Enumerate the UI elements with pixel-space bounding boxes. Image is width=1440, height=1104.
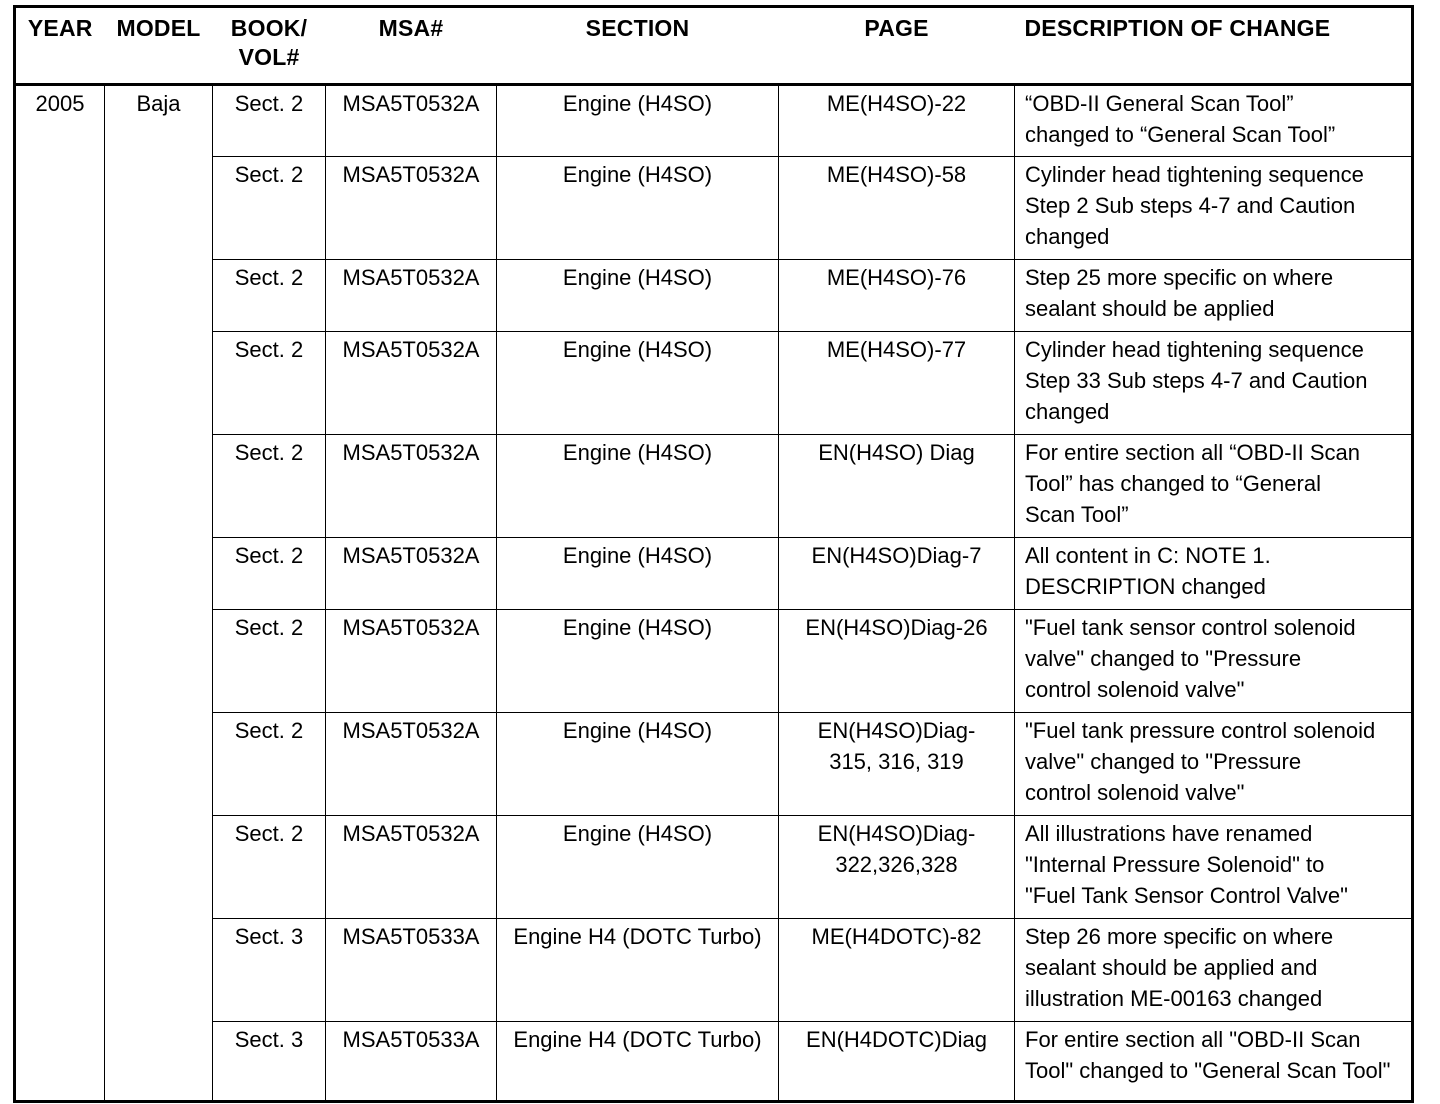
- page-cell: ME(H4SO)-22: [779, 85, 1015, 157]
- section-cell: Engine (H4SO): [497, 435, 779, 538]
- table-row: [15, 435, 1413, 538]
- msa-cell: MSA5T0532A: [326, 332, 497, 435]
- description-cell: Cylinder head tightening sequence Step 33 Sub steps 4-7 and Caution changed: [1015, 332, 1413, 435]
- table-row: [15, 816, 1413, 919]
- description-cell: Cylinder head tightening sequence Step 2 Sub steps 4-7 and Caution changed: [1015, 157, 1413, 260]
- table-row: [15, 1022, 1413, 1102]
- book-cell: Sect. 2: [213, 610, 326, 713]
- book-cell: Sect. 2: [213, 538, 326, 610]
- table-row: [15, 919, 1413, 1022]
- page-cell: EN(H4SO)Diag- 322,326,328: [779, 816, 1015, 919]
- page-cell: ME(H4SO)-58: [779, 157, 1015, 260]
- section-cell: Engine (H4SO): [497, 816, 779, 919]
- change-table: [13, 5, 1414, 1103]
- msa-cell: MSA5T0532A: [326, 157, 497, 260]
- page-cell: EN(H4SO)Diag-7: [779, 538, 1015, 610]
- description-cell: "Fuel tank sensor control solenoid valve" changed to "Pressure control solenoid valve": [1015, 610, 1413, 713]
- book-cell: Sect. 2: [213, 85, 326, 157]
- description-cell: “OBD-II General Scan Tool” changed to “General Scan Tool”: [1015, 85, 1413, 157]
- header-row: [15, 7, 1413, 85]
- table-row: [15, 713, 1413, 816]
- section-cell: Engine (H4SO): [497, 538, 779, 610]
- section-cell: Engine (H4SO): [497, 713, 779, 816]
- msa-cell: MSA5T0532A: [326, 260, 497, 332]
- section-cell: Engine (H4SO): [497, 610, 779, 713]
- table-row: [15, 260, 1413, 332]
- msa-cell: MSA5T0532A: [326, 538, 497, 610]
- section-cell: Engine H4 (DOTC Turbo): [497, 919, 779, 1022]
- book-cell: Sect. 3: [213, 1022, 326, 1102]
- header-page: PAGE: [779, 7, 1015, 85]
- page-cell: EN(H4SO)Diag- 315, 316, 319: [779, 713, 1015, 816]
- table-row: [15, 332, 1413, 435]
- section-cell: Engine (H4SO): [497, 260, 779, 332]
- msa-cell: MSA5T0532A: [326, 435, 497, 538]
- table-row: [15, 85, 1413, 157]
- book-cell: Sect. 2: [213, 713, 326, 816]
- book-cell: Sect. 2: [213, 816, 326, 919]
- book-cell: Sect. 2: [213, 435, 326, 538]
- msa-cell: MSA5T0532A: [326, 610, 497, 713]
- description-cell: For entire section all "OBD-II Scan Tool" changed to "General Scan Tool": [1015, 1022, 1413, 1102]
- page-cell: EN(H4SO)Diag-26: [779, 610, 1015, 713]
- section-cell: Engine (H4SO): [497, 85, 779, 157]
- description-cell: For entire section all “OBD-II Scan Tool” has changed to “General Scan Tool”: [1015, 435, 1413, 538]
- page-cell: ME(H4SO)-76: [779, 260, 1015, 332]
- msa-cell: MSA5T0533A: [326, 919, 497, 1022]
- description-cell: All content in C: NOTE 1. DESCRIPTION changed: [1015, 538, 1413, 610]
- book-cell: Sect. 2: [213, 157, 326, 260]
- description-cell: "Fuel tank pressure control solenoid valve" changed to "Pressure control solenoid valve": [1015, 713, 1413, 816]
- book-cell: Sect. 2: [213, 260, 326, 332]
- header-section: SECTION: [497, 7, 779, 85]
- msa-cell: MSA5T0533A: [326, 1022, 497, 1102]
- msa-cell: MSA5T0532A: [326, 85, 497, 157]
- page-cell: EN(H4DOTC)Diag: [779, 1022, 1015, 1102]
- year-cell: 2005: [15, 85, 105, 1102]
- section-cell: Engine H4 (DOTC Turbo): [497, 1022, 779, 1102]
- description-cell: Step 25 more specific on where sealant should be applied: [1015, 260, 1413, 332]
- description-cell: All illustrations have renamed "Internal Pressure Solenoid" to "Fuel Tank Sensor Control Valve": [1015, 816, 1413, 919]
- table-row: [15, 610, 1413, 713]
- header-year: YEAR: [15, 7, 105, 85]
- header-book-vol: BOOK/ VOL#: [213, 7, 326, 85]
- msa-cell: MSA5T0532A: [326, 713, 497, 816]
- book-cell: Sect. 2: [213, 332, 326, 435]
- page-cell: ME(H4SO)-77: [779, 332, 1015, 435]
- table-row: [15, 157, 1413, 260]
- page-cell: ME(H4DOTC)-82: [779, 919, 1015, 1022]
- section-cell: Engine (H4SO): [497, 157, 779, 260]
- page-cell: EN(H4SO) Diag: [779, 435, 1015, 538]
- header-description: DESCRIPTION OF CHANGE: [1015, 7, 1413, 85]
- table-row: [15, 538, 1413, 610]
- msa-cell: MSA5T0532A: [326, 816, 497, 919]
- model-cell: Baja: [105, 85, 213, 1102]
- header-model: MODEL: [105, 7, 213, 85]
- description-cell: Step 26 more specific on where sealant should be applied and illustration ME-00163 changed: [1015, 919, 1413, 1022]
- book-cell: Sect. 3: [213, 919, 326, 1022]
- section-cell: Engine (H4SO): [497, 332, 779, 435]
- header-msa: MSA#: [326, 7, 497, 85]
